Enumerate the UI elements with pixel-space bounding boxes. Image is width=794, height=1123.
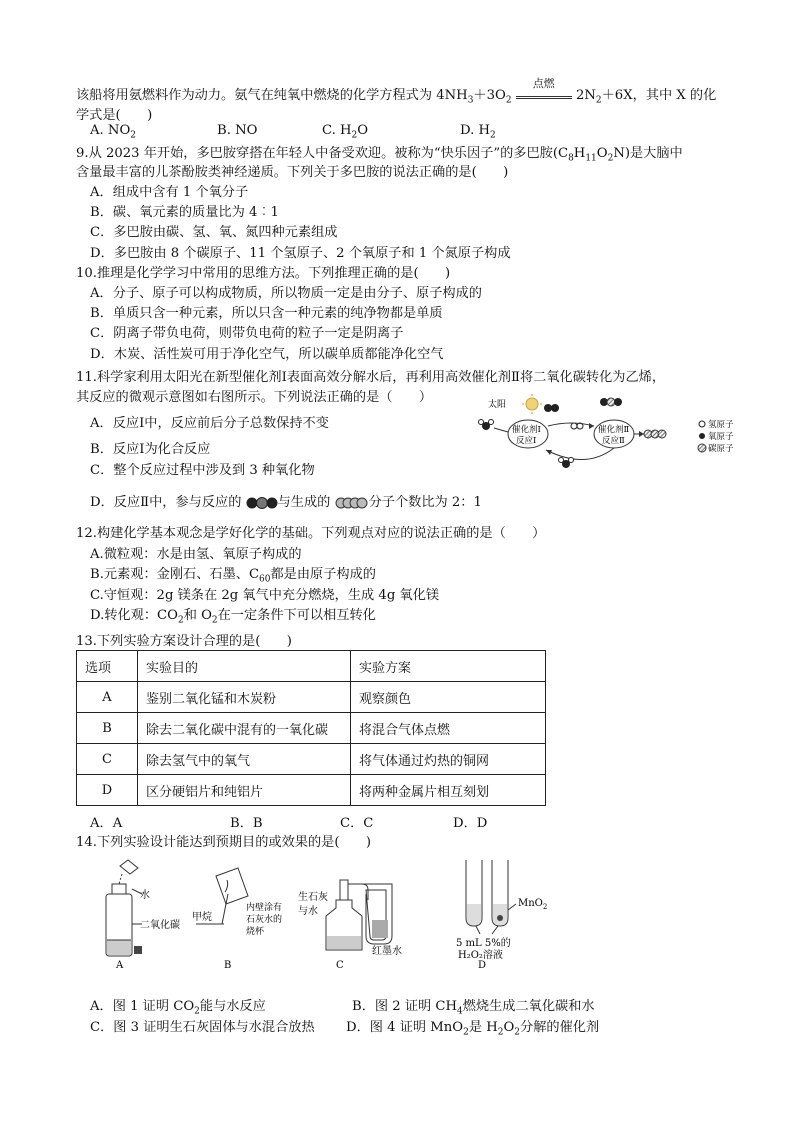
- q12-option-c[interactable]: C.守恒观：2g 镁条在 2g 氧气中充分燃烧，生成 4g 氧化镁: [90, 588, 440, 603]
- q9-option-d[interactable]: D．多巴胺由 8 个碳原子、11 个氢原子、2 个氧原子和 1 个氮原子构成: [90, 246, 511, 261]
- svg-text:内壁涂有: 内壁涂有: [246, 903, 283, 913]
- reaction1-label: 反应Ⅰ: [516, 436, 537, 446]
- sun-label: 太阳: [488, 400, 507, 410]
- q14-option-c[interactable]: C．图 3 证明生石灰固体与水混合放热: [90, 1020, 315, 1035]
- q14-option-a[interactable]: A．图 1 证明 $CO_2$能与水反应: [90, 999, 266, 1017]
- svg-text:氧原子: 氧原子: [708, 432, 734, 442]
- table-header-row: 选项 实验目的 实验方案: [77, 651, 546, 682]
- svg-text:水: 水: [140, 890, 150, 901]
- q12-option-b[interactable]: B.元素观：金刚石、石墨、$C_{60}$都是由原子构成的: [90, 567, 376, 585]
- q14-option-b[interactable]: B．图 2 证明 $CH_4$燃烧生成二氧化碳和水: [352, 999, 595, 1017]
- q11-stem-line2: 其反应的微观示意图如右图所示。下列说法正确的是（ ）: [76, 390, 433, 405]
- q11-option-a[interactable]: A．反应Ⅰ中，反应前后分子总数保持不变: [90, 416, 329, 431]
- q10-option-c[interactable]: C．阴离子带负电荷，则带负电荷的粒子一定是阴离子: [90, 326, 404, 341]
- q10-option-a[interactable]: A．分子、原子可以构成物质，所以物质一定是由分子、原子构成的: [90, 286, 482, 301]
- figure-a-bottle: [106, 860, 142, 956]
- q12-option-a[interactable]: A.微粒观：水是由氢、氧原子构成的: [90, 547, 302, 562]
- ethylene-molecule-icon: [335, 497, 369, 509]
- svg-text:二氧化碳: 二氧化碳: [140, 920, 180, 931]
- q13-stem: 13.下列实验方案设计合理的是( ): [76, 634, 292, 649]
- q13-option-b[interactable]: B．B: [230, 816, 263, 831]
- q13-table: [76, 650, 546, 806]
- q9-option-c[interactable]: C．多巴胺由碳、氢、氧、氮四种元素组成: [90, 225, 338, 240]
- q8-stem-line1: 该船将用氨燃料作为动力。氨气在纯氧中燃烧的化学方程式为 $4NH_3+3O_2$ 点燃 $2N_2+6X$，其中 X 的化: [76, 77, 717, 106]
- svg-text:C: C: [336, 960, 344, 971]
- q9-stem-line1: 9.从 2023 年开始，多巴胺穿搭在年轻人中备受欢迎。被称为“快乐因子”的多巴胺$(C_8H_{11}O_2N)$是大脑中: [76, 146, 683, 164]
- q10-stem: 10.推理是化学学习中常用的思维方法。下列推理正确的是( ): [76, 266, 451, 281]
- q9-option-b[interactable]: B．碳、氧元素的质量比为 4︰1: [90, 205, 279, 220]
- q8-stem-line2: 学式是( ): [76, 108, 153, 123]
- q10-option-b[interactable]: B．单质只含一种元素，所以只含一种元素的纯净物都是单质: [90, 306, 443, 321]
- q13-option-a[interactable]: A．A: [90, 816, 123, 831]
- diagram-legend: [698, 419, 734, 454]
- q8-option-c[interactable]: C. $H_2O$: [322, 123, 369, 141]
- table-row: D 区分硬铝片和纯铝片 将两种金属片相互刻划: [77, 775, 546, 806]
- q9-stem-line2: 含量最丰富的儿茶酚胺类神经递质。下列关于多巴胺的说法正确的是( ): [76, 165, 509, 180]
- svg-text:A: A: [116, 960, 124, 971]
- svg-text:B: B: [224, 960, 232, 971]
- table-row: B 除去二氧化碳中混有的一氧化碳 将混合气体点燃: [77, 713, 546, 744]
- figure-c-apparatus: [326, 880, 392, 950]
- q14-figures: [96, 854, 566, 972]
- q9-option-a[interactable]: A．组成中含有 1 个氧分子: [90, 185, 249, 200]
- q12-option-d[interactable]: D.转化观：$CO_2$和 $O_2$在一定条件下可以相互转化: [90, 608, 376, 626]
- figure-d-test-tubes: [466, 860, 516, 934]
- catalyst1-label: 催化剂Ⅰ: [512, 425, 541, 435]
- reaction-condition: 点燃: [532, 77, 555, 90]
- svg-text:碳原子: 碳原子: [708, 444, 734, 454]
- svg-text:H₂O₂溶液: H₂O₂溶液: [458, 950, 503, 961]
- svg-text:5 mL 5%的: 5 mL 5%的: [456, 938, 511, 949]
- q11-reaction-diagram: [476, 392, 776, 474]
- svg-text:D: D: [478, 960, 487, 971]
- q10-option-d[interactable]: D．木炭、活性炭可用于净化空气，所以碳单质都能净化空气: [90, 347, 444, 362]
- svg-text:与水: 与水: [298, 906, 318, 917]
- q11-option-c[interactable]: C．整个反应过程中涉及到 3 种氧化物: [90, 463, 315, 478]
- q8-option-a[interactable]: A. $NO_2$: [90, 123, 136, 141]
- reaction2-label: 反应Ⅱ: [602, 436, 625, 446]
- svg-text:石灰水的: 石灰水的: [246, 915, 283, 925]
- svg-text:甲烷: 甲烷: [192, 912, 212, 923]
- q13-option-c[interactable]: C．C: [340, 816, 374, 831]
- q12-stem: 12.构建化学基本观念是学好化学的基础。下列观点对应的说法正确的是（ ）: [76, 526, 546, 541]
- svg-text:生石灰: 生石灰: [298, 892, 328, 903]
- svg-text:氢原子: 氢原子: [708, 420, 734, 430]
- table-row: C 除去氢气中的氧气 将气体通过灼热的铜网: [77, 744, 546, 775]
- q11-option-b[interactable]: B．反应Ⅰ为化合反应: [90, 442, 211, 457]
- q14-stem: 14.下列实验设计能达到预期目的或效果的是( ): [76, 835, 372, 850]
- co2-molecule-icon: [246, 497, 278, 509]
- table-row: A 鉴别二氧化锰和木炭粉 观察颜色: [77, 682, 546, 713]
- svg-text:红墨水: 红墨水: [372, 946, 402, 957]
- q8-option-b[interactable]: B. NO: [217, 123, 258, 138]
- q11-option-d[interactable]: D．反应Ⅱ中，参与反应的 与生成的 分子个数比为 2：1: [90, 495, 482, 510]
- sun-icon: [522, 394, 542, 414]
- catalyst2-label: 催化剂Ⅱ: [598, 425, 630, 435]
- svg-text:MnO2: MnO$_2$: [518, 898, 548, 911]
- q14-option-d[interactable]: D．图 4 证明 MnO$_2$是 $H_2O_2$分解的催化剂: [346, 1020, 600, 1038]
- svg-text:烧杯: 烧杯: [246, 927, 265, 937]
- q8-option-d[interactable]: D. $H_2$: [460, 123, 496, 141]
- q11-stem-line1: 11.科学家利用太阳光在新型催化剂Ⅰ表面高效分解水后，再利用高效催化剂Ⅱ将二氧化碳转化为乙烯，: [76, 370, 666, 385]
- q13-option-d[interactable]: D．D: [453, 816, 488, 831]
